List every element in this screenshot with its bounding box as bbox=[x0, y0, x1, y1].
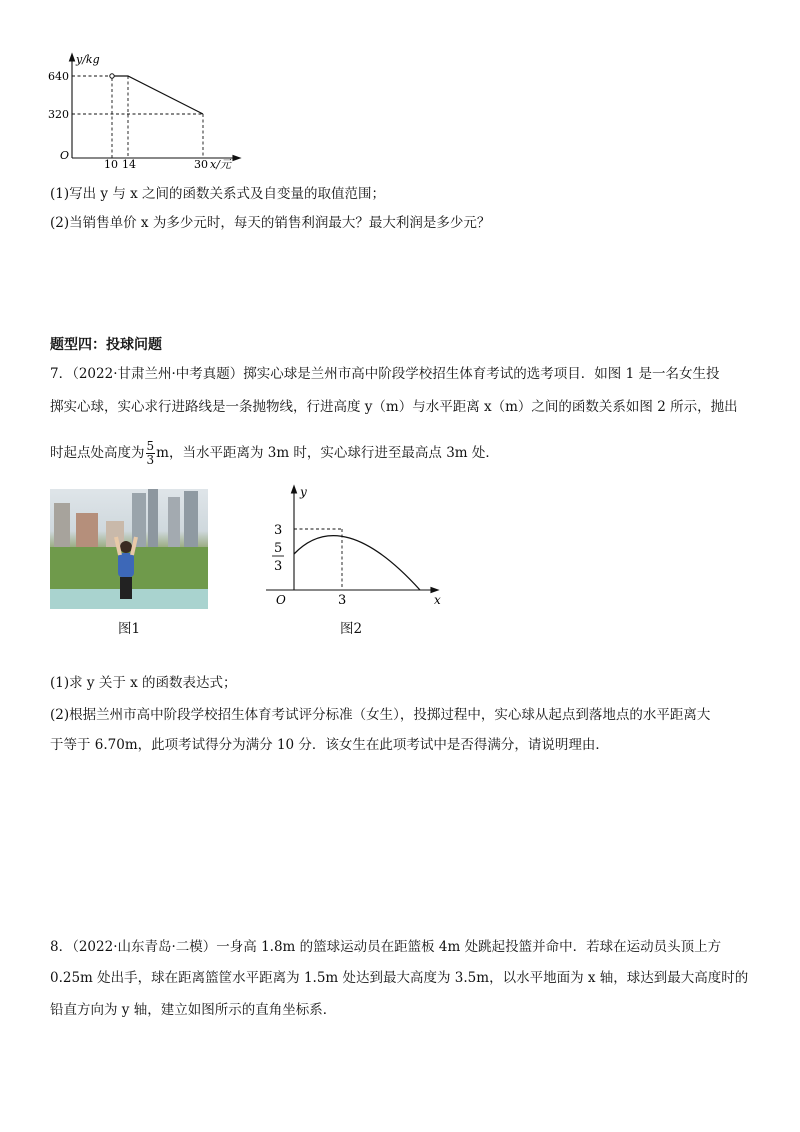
chart1-open-point bbox=[110, 74, 114, 78]
shot-put-photo bbox=[50, 489, 208, 609]
chart2-y-label: y bbox=[300, 485, 307, 499]
q7-part2-line1: (2)根据兰州市高中阶段学校招生体育考试评分标准（女生），投掷过程中，实心球从起点到落地点的水平距离大 bbox=[50, 707, 711, 723]
chart2-y-tick-3: 3 bbox=[274, 523, 283, 538]
q7-line1: 7．（2022·甘肃兰州·中考真题）掷实心球是兰州市高中阶段学校招生体育考试的选考项目．如图 1 是一名女生投 bbox=[50, 366, 720, 382]
q8-line1: 8．（2022·山东青岛·二模）一身高 1.8m 的篮球运动员在距篮板 4m 处跳起投篮并命中．若球在运动员头顶上方 bbox=[50, 939, 722, 955]
athlete-legs bbox=[120, 577, 132, 599]
q7-line3-start: 时起点处高度为 bbox=[50, 445, 145, 461]
chart2-y-arrow bbox=[292, 486, 297, 493]
building bbox=[184, 491, 198, 549]
chart1-y-arrow bbox=[70, 54, 75, 61]
chart2-origin-label: O bbox=[276, 593, 286, 607]
fraction-denominator: 3 bbox=[146, 453, 155, 467]
figure1-caption: 图1 bbox=[118, 621, 141, 637]
building bbox=[54, 503, 70, 549]
chart1-y-axis-label: y/kg bbox=[76, 53, 100, 66]
chart1-x-arrow bbox=[233, 156, 240, 161]
chart1-y-tick-320: 320 bbox=[48, 108, 69, 121]
q8-line2: 0.25m 处出手，球在距离篮筐水平距离为 1.5m 处达到最大高度为 3.5m，以水平地面为 x 轴，球达到最大高度时的 bbox=[50, 970, 749, 986]
figure2-caption: 图2 bbox=[340, 621, 363, 637]
q6-part1: (1)写出 y 与 x 之间的函数关系式及自变量的取值范围； bbox=[50, 186, 386, 202]
building bbox=[148, 489, 158, 549]
q8-line3: 铅直方向为 y 轴，建立如图所示的直角坐标系． bbox=[50, 1002, 337, 1018]
sales-quantity-chart bbox=[40, 52, 250, 172]
chart1-x-tick-14: 14 bbox=[122, 158, 136, 171]
building bbox=[76, 513, 98, 549]
chart1-y-tick-640: 640 bbox=[48, 70, 69, 83]
section-title: 题型四：投球问题 bbox=[50, 337, 162, 353]
parabola-chart bbox=[258, 482, 458, 612]
chart2-parabola bbox=[294, 536, 420, 590]
chart2-x-arrow bbox=[431, 588, 438, 593]
athlete-body bbox=[118, 553, 134, 577]
start-height-fraction bbox=[146, 440, 156, 467]
chart2-y-tick-5: 5 bbox=[274, 541, 283, 556]
q7-line3 bbox=[50, 438, 499, 468]
q6-part2: (2)当销售单价 x 为多少元时，每天的销售利润最大？最大利润是多少元？ bbox=[50, 215, 491, 231]
athlete-head bbox=[120, 541, 132, 553]
chart1-origin-label: O bbox=[60, 149, 70, 162]
building bbox=[168, 497, 180, 549]
chart1-x-axis-label: x/元 bbox=[210, 158, 231, 171]
q7-part1: (1)求 y 关于 x 的函数表达式； bbox=[50, 675, 237, 691]
fraction-numerator: 5 bbox=[146, 439, 155, 453]
q7-part2-line2: 于等于 6.70m，此项考试得分为满分 10 分．该女生在此项考试中是否得满分，请说明理由． bbox=[50, 737, 609, 753]
q7-line3-end: m，当水平距离为 3m 时，实心球行进至最高点 3m 处． bbox=[156, 445, 499, 461]
chart2-x-label: x bbox=[434, 593, 441, 607]
chart2-x-tick-3: 3 bbox=[338, 593, 347, 608]
chart1-x-tick-10: 10 bbox=[104, 158, 118, 171]
chart1-function-line bbox=[114, 76, 203, 114]
chart1-x-tick-30: 30 bbox=[194, 158, 208, 171]
photo-illustration bbox=[50, 489, 208, 609]
chart2-y-tick-denominator: 3 bbox=[274, 559, 283, 574]
q7-line2: 掷实心球，实心求行进路线是一条抛物线，行进高度 y（m）与水平距离 x（m）之间的函数关系如图 2 所示，抛出 bbox=[50, 399, 738, 415]
